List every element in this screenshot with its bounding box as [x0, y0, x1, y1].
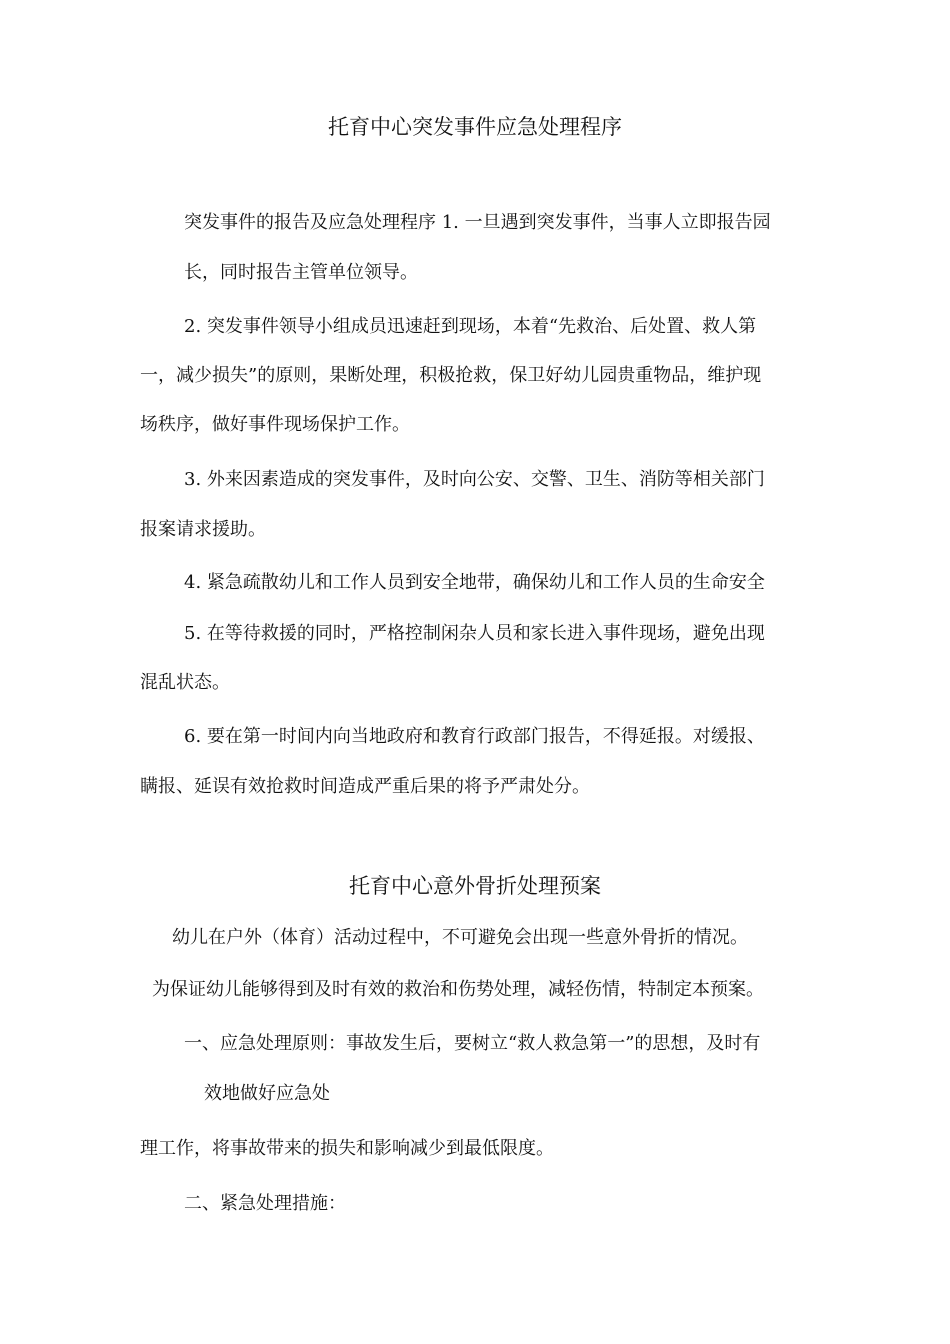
section2-principle-line: 效地做好应急处: [204, 1083, 330, 1104]
section1-item-5-line: 混乱状态。: [140, 672, 230, 693]
section1-item-6-line: 6. 要在第一时间内向当地政府和教育行政部门报告，不得延报。对缓报、: [184, 726, 765, 747]
section1-paragraph-line: 长，同时报告主管单位领导。: [184, 262, 418, 283]
section1-item-2-line: 场秩序，做好事件现场保护工作。: [140, 414, 410, 435]
section1-paragraph-line: 突发事件的报告及应急处理程序 1. 一旦遇到突发事件，当事人立即报告园: [184, 212, 771, 233]
section1-item-2-line: 2. 突发事件领导小组成员迅速赶到现场，本着“先救治、后处置、救人第: [184, 316, 757, 337]
section2-paragraph-line: 幼儿在户外（体育）活动过程中，不可避免会出现一些意外骨折的情况。: [172, 927, 748, 948]
section2-title: 托育中心意外骨折处理预案: [349, 874, 601, 898]
section1-item-3-line: 3. 外来因素造成的突发事件，及时向公安、交警、卫生、消防等相关部门: [184, 469, 765, 490]
section1-item-6-line: 瞒报、延误有效抢救时间造成严重后果的将予严肃处分。: [140, 776, 590, 797]
section1-item-5-line: 5. 在等待救援的同时，严格控制闲杂人员和家长进入事件现场，避免出现: [184, 623, 765, 644]
section1-title: 托育中心突发事件应急处理程序: [328, 115, 622, 139]
section1-item-4-line: 4. 紧急疏散幼儿和工作人员到安全地带，确保幼儿和工作人员的生命安全: [184, 572, 765, 593]
section2-measures-heading: 二、紧急处理措施：: [184, 1193, 346, 1214]
section1-item-3-line: 报案请求援助。: [140, 519, 266, 540]
section2-paragraph-line: 为保证幼儿能够得到及时有效的救治和伤势处理，减轻伤情，特制定本预案。: [152, 979, 764, 1000]
section2-principle-line: 理工作，将事故带来的损失和影响减少到最低限度。: [140, 1138, 554, 1159]
section2-principle-line: 一、应急处理原则：事故发生后，要树立“救人救急第一”的思想，及时有: [184, 1033, 761, 1054]
section1-item-2-line: 一，减少损失”的原则，果断处理，积极抢救，保卫好幼儿园贵重物品，维护现: [140, 365, 762, 386]
